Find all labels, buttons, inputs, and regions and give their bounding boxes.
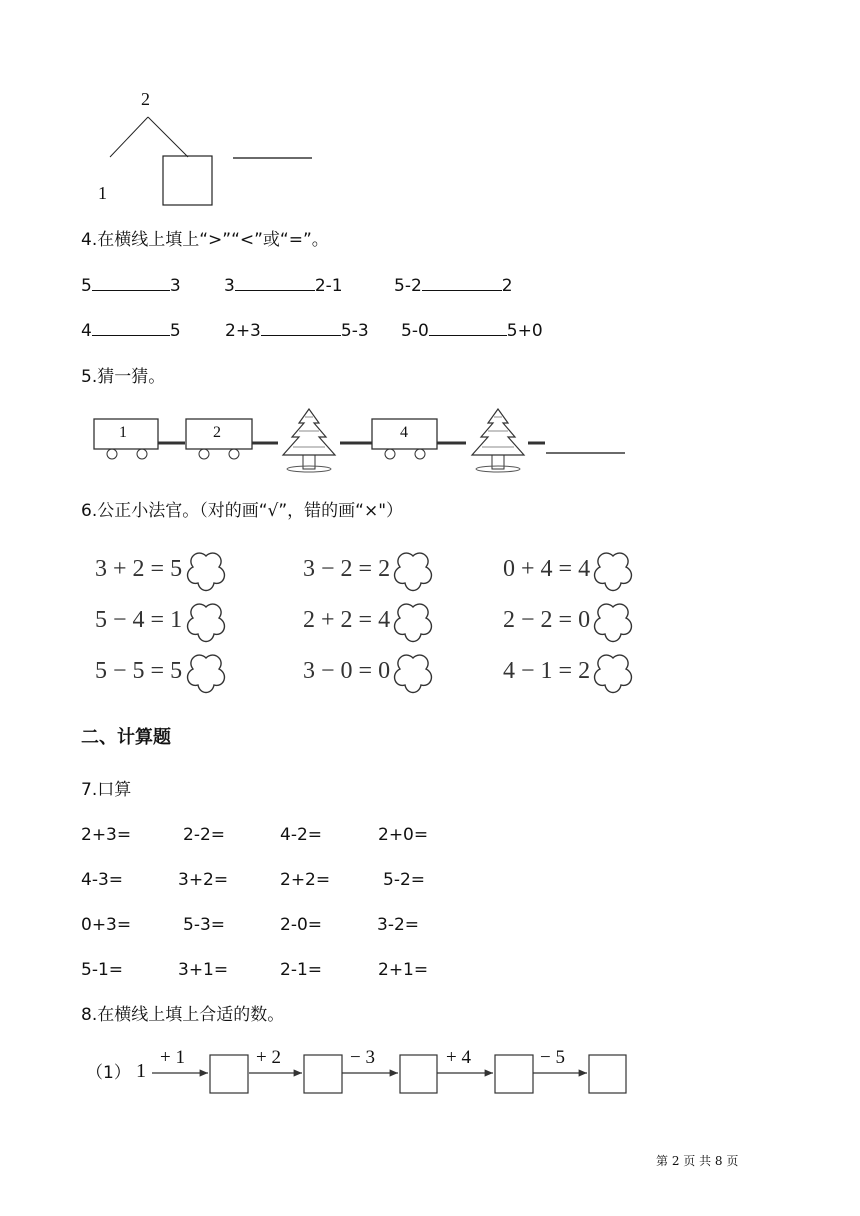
flower-icon[interactable] (395, 604, 432, 641)
q4-row1-item2: 3 2-1 (224, 276, 343, 296)
chain-op: − 3 (350, 1047, 375, 1068)
q7-title: 7.口算 (81, 780, 132, 800)
q4-row2-item3: 5-0 5+0 (401, 321, 543, 341)
decomp-left-number: 1 (98, 183, 107, 203)
answer-box[interactable] (210, 1055, 248, 1093)
judge-equation: 3 + 2 = 5 (95, 556, 183, 582)
judge-equation: 3 − 0 = 0 (303, 658, 391, 684)
judge-equation: 4 − 1 = 2 (503, 658, 591, 684)
chain-op: + 4 (446, 1047, 471, 1068)
train-car-label: 2 (213, 424, 221, 441)
train-car-label: 4 (400, 424, 408, 441)
judge-equation: 3 − 2 = 2 (303, 556, 391, 582)
mental-math-item: 5-2= (383, 870, 426, 890)
page-number: 第 2 页 共 8 页 (656, 1154, 739, 1168)
mental-math-item: 2+3= (81, 825, 132, 845)
mental-math-item: 5-3= (183, 915, 226, 935)
judge-equation: 2 − 2 = 0 (503, 607, 591, 633)
mental-math-item: 2+2= (280, 870, 331, 890)
mental-math-item: 2-2= (183, 825, 226, 845)
mental-math-item: 3-2= (377, 915, 420, 935)
mental-math-item: 2-1= (280, 960, 323, 980)
flower-icon[interactable] (188, 604, 225, 641)
q4-row1-item1: 5 3 (81, 276, 181, 296)
mental-math-item: 3+1= (178, 960, 229, 980)
decomp-top-number: 2 (141, 89, 150, 109)
mental-math-item: 4-2= (280, 825, 323, 845)
chain-op: − 5 (540, 1047, 565, 1068)
train-car-label: 1 (119, 424, 127, 441)
flower-icon[interactable] (595, 655, 632, 692)
flower-icon[interactable] (595, 553, 632, 590)
mental-math-item: 5-1= (81, 960, 124, 980)
answer-box[interactable] (400, 1055, 437, 1093)
q8-part-label: （1） (86, 1063, 131, 1083)
q5-title: 5.猜一猜。 (81, 367, 166, 387)
q4-title: 4.在横线上填上“>”“<”或“=”。 (81, 230, 329, 250)
mental-math-item: 2+1= (378, 960, 429, 980)
flower-icon[interactable] (395, 553, 432, 590)
q4-row2-item2: 2+3 5-3 (225, 321, 369, 341)
chain-start: 1 (136, 1060, 146, 1082)
answer-box[interactable] (304, 1055, 342, 1093)
flower-icon[interactable] (595, 604, 632, 641)
judge-equation: 5 − 4 = 1 (95, 607, 183, 633)
mental-math-item: 2-0= (280, 915, 323, 935)
flower-icon[interactable] (395, 655, 432, 692)
answer-box[interactable] (589, 1055, 626, 1093)
q8-title: 8.在横线上填上合适的数。 (81, 1005, 285, 1025)
answer-box[interactable] (495, 1055, 533, 1093)
flower-icon[interactable] (188, 655, 225, 692)
judge-equation: 0 + 4 = 4 (503, 556, 591, 582)
chain-op: + 1 (160, 1047, 185, 1068)
q6-title: 6.公正小法官。（对的画“√”，错的画“×"） (81, 501, 404, 521)
mental-math-item: 4-3= (81, 870, 124, 890)
number-chain (130, 1045, 640, 1105)
flower-icon[interactable] (188, 553, 225, 590)
q4-row2-item1: 4 5 (81, 321, 181, 341)
mental-math-item: 3+2= (178, 870, 229, 890)
q4-row1-item3: 5-2 2 (394, 276, 513, 296)
judge-equation: 2 + 2 = 4 (303, 607, 391, 633)
mental-math-item: 2+0= (378, 825, 429, 845)
mental-math-item: 0+3= (81, 915, 132, 935)
section-title: 二、计算题 (81, 727, 171, 748)
judge-equation: 5 − 5 = 5 (95, 658, 183, 684)
chain-op: + 2 (256, 1047, 281, 1068)
